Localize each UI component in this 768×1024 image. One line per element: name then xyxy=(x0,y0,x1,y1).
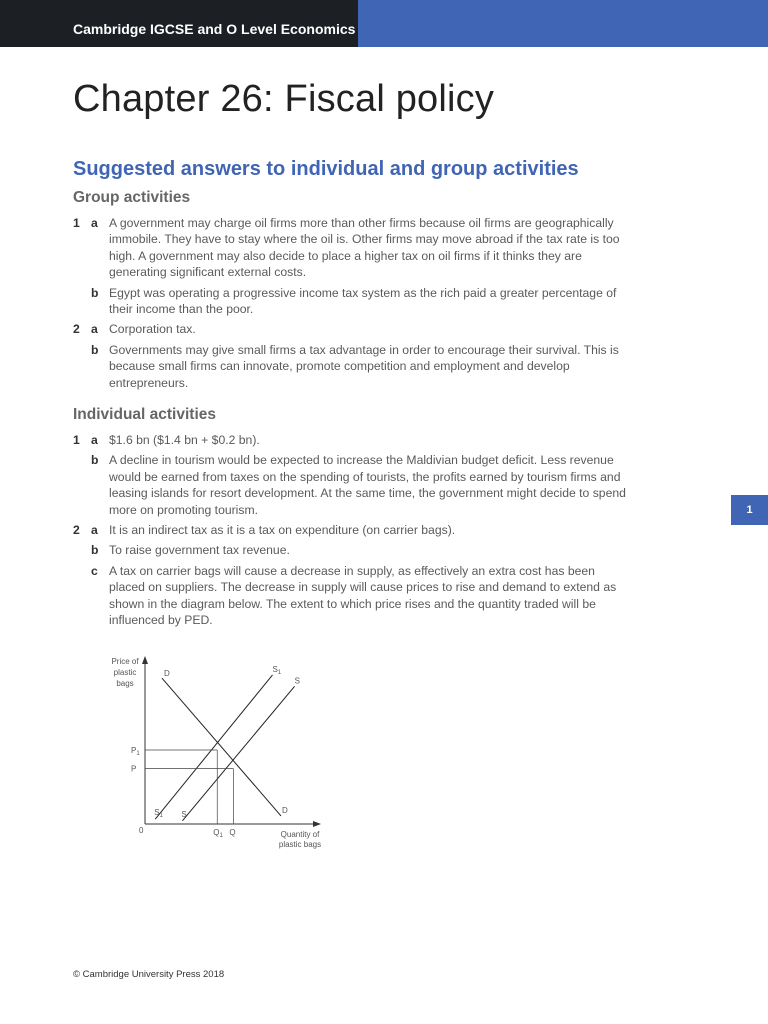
y-axis-arrow xyxy=(142,656,148,664)
group-q2b xyxy=(73,342,633,391)
page-number-tab: 1 xyxy=(731,495,768,525)
price-label-1: P xyxy=(131,764,137,774)
x-axis-arrow xyxy=(313,821,321,827)
answer-text: Governments may give small firms a tax advantage in order to encourage their survival. This is because small firms can innovate, promote competition and employment and develop entrepreneurs. xyxy=(109,342,619,390)
question-letter: b xyxy=(91,285,99,300)
answer-text: Corporation tax. xyxy=(109,322,196,337)
quantity-label-0: $Q_1$ xyxy=(213,828,223,839)
supply-demand-diagram xyxy=(100,652,330,857)
answer-text: A decline in tourism would be expected to increase the Maldivian budget deficit. Less revenue would be earned from taxes on the spending of tourists, the profits earned by tourism firms and leasing islands for resort development. At the same time, the government might decide to spend more on promoting tourism. xyxy=(109,453,626,517)
x-axis-label: plastic bags xyxy=(278,840,322,849)
question-letter: b xyxy=(91,453,99,468)
book-title: Cambridge IGCSE and O Level Economics xyxy=(73,21,356,37)
chapter-title: Chapter 26: Fiscal policy xyxy=(73,78,495,120)
group-q2a xyxy=(73,321,633,337)
answer-text: It is an indirect tax as it is a tax on expenditure (on carrier bags). xyxy=(109,523,456,538)
question-letter: a xyxy=(91,433,98,447)
curve-label-D-bottom: D xyxy=(282,805,288,815)
question-letter: b xyxy=(91,543,99,558)
individual-activities-heading: Individual activities xyxy=(73,406,216,423)
question-letter: a xyxy=(91,523,98,538)
question-number: 2 xyxy=(73,322,80,337)
y-axis-label: bags xyxy=(116,679,134,688)
individual-q2b xyxy=(73,542,633,558)
y-axis-label: plastic xyxy=(113,668,137,677)
suggested-answers-heading: Suggested answers to individual and group activities xyxy=(73,158,579,180)
answer-text: A government may charge oil firms more than other firms because oil firms are geographically immobile. They have to stay where the oil is. Other firms may move abroad if the tax rate is too high. A government may also decide to place a higher tax on oil firms if it thinks they are generating significant external costs. xyxy=(109,216,620,280)
y-axis-label: Price of xyxy=(111,657,139,666)
curve-label-S1-bottom: $S_1$ xyxy=(154,808,163,820)
x-axis-label: Quantity of xyxy=(280,830,320,839)
answer-text: A tax on carrier bags will cause a decrease in supply, as effectively an extra cost has been placed on suppliers. The decrease in supply will cause prices to rise and demand to extend as shown in the diagram below. The extent to which price rises and the quantity traded will be influenced by PED. xyxy=(109,563,617,628)
header-blue-band xyxy=(358,0,768,47)
answer-text: Egypt was operating a progressive income tax system as the rich paid a greater percentage of their income than the poor. xyxy=(109,285,617,317)
answer-text: $1.6 bn ($1.4 bn + $0.2 bn). xyxy=(109,433,260,447)
curve-label-S-bottom: S xyxy=(181,809,187,819)
group-q1a xyxy=(73,215,633,281)
quantity-label-1: Q xyxy=(229,828,236,837)
curve-label-D-top: D xyxy=(164,669,170,679)
curve-S xyxy=(182,686,294,820)
question-letter: a xyxy=(91,216,98,230)
question-letter: b xyxy=(91,342,99,357)
price-label-0: $P_1$ xyxy=(131,745,140,757)
question-number: 1 xyxy=(73,216,80,230)
group-activities-list xyxy=(73,215,633,395)
question-number: 2 xyxy=(73,523,80,538)
curve-D xyxy=(162,678,281,816)
individual-q1a xyxy=(73,432,633,448)
question-number: 1 xyxy=(73,433,80,447)
curve-S1 xyxy=(155,675,272,819)
individual-q2a xyxy=(73,522,633,538)
group-q1b xyxy=(73,285,633,318)
origin-label: 0 xyxy=(139,826,144,835)
curve-label-S-top: S xyxy=(294,676,300,686)
question-letter: a xyxy=(91,322,98,337)
group-activities-heading: Group activities xyxy=(73,189,191,206)
copyright-footer: © Cambridge University Press 2018 xyxy=(73,969,225,980)
question-letter: c xyxy=(91,563,98,578)
individual-activities-list xyxy=(73,432,633,632)
curve-label-S1-top: $S_1$ xyxy=(272,664,282,676)
individual-q1b xyxy=(73,452,633,518)
answer-text: To raise government tax revenue. xyxy=(109,543,290,558)
individual-q2c xyxy=(73,563,633,629)
